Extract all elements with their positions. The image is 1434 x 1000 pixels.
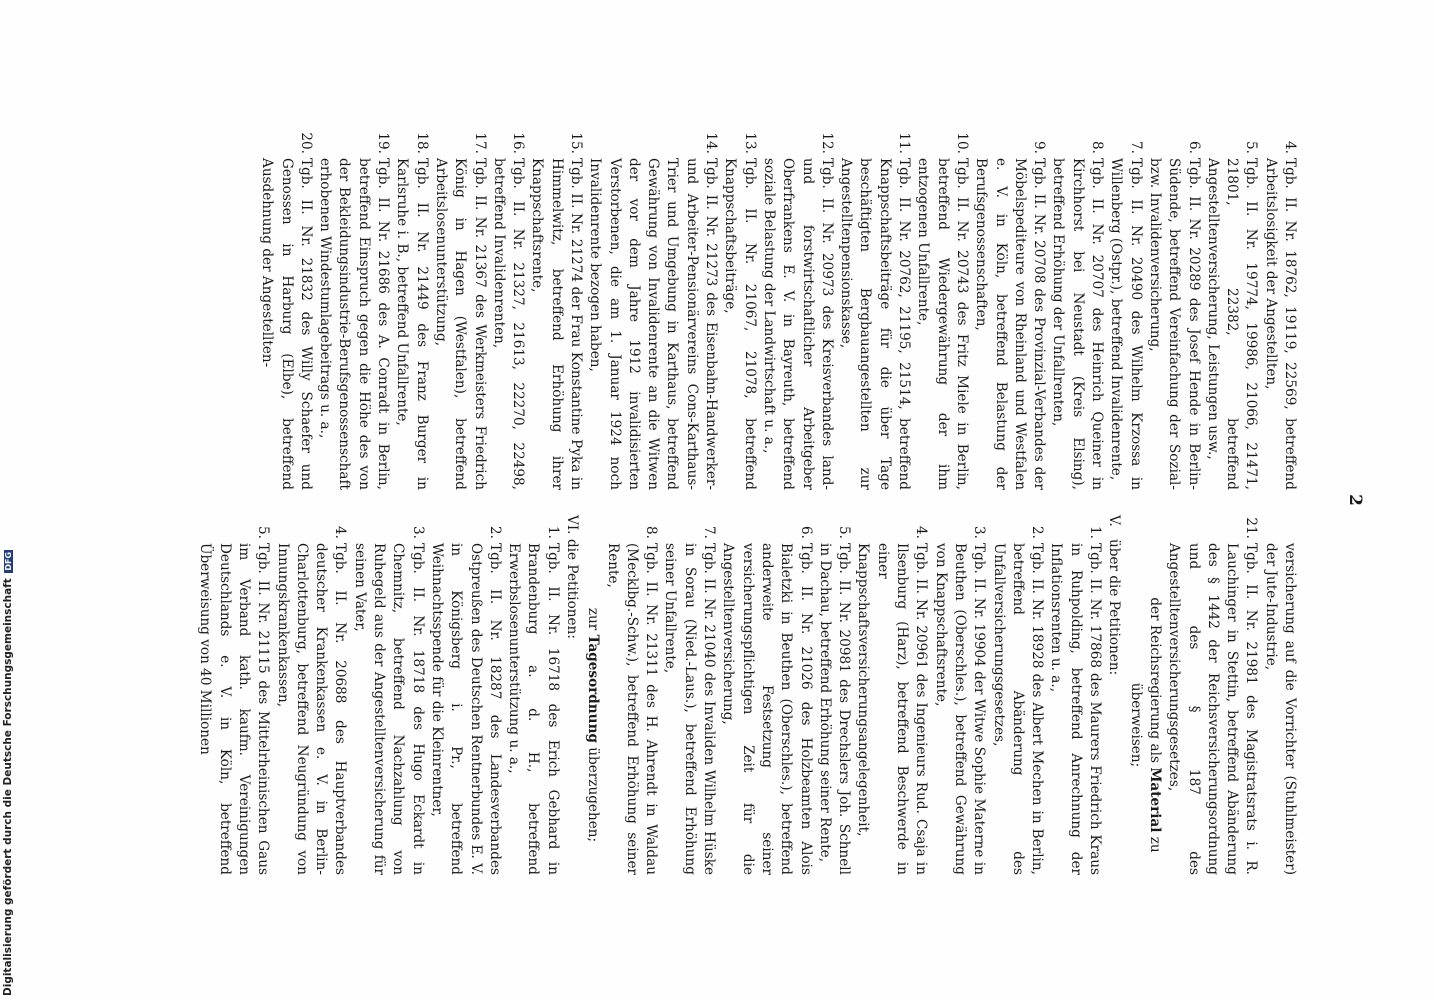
digitization-credit (2, 551, 16, 996)
petition-entry (195, 515, 272, 875)
petition-entry (257, 130, 315, 490)
entry-number: 13. (741, 132, 758, 154)
entry-text: Tgb. II. Nr. 20743 des Fritz Miele in Berlin, betreffend Wiedergewährung der ihm entzogenen Unfallrente, (915, 158, 970, 490)
entry-text: Tgb. II. Nr. 21686 des A. Conradt in Berlin, betreffend Einspruch gegen die Höhe des von der Bekleidungsindustrie-Berufsgenossenschaft erhobenen Windestumlagebeitrags u. a., (317, 158, 392, 490)
petition-entry (585, 130, 720, 490)
petition-entry (1046, 515, 1104, 875)
left-column (257, 130, 1299, 490)
entry-number: 19. (375, 132, 392, 154)
entry-text: Tgb. II. Nr. 19904 der Witwe Sophie Materne in Beuthen (Oberschles.), betreffend Gewährung von Knappschaftsrente, (932, 543, 988, 875)
petition-entry (1145, 130, 1203, 490)
petition-entry (988, 515, 1046, 875)
document-page (17, 10, 1417, 990)
page-number: 2 (1345, 494, 1365, 506)
petition-entry (913, 130, 971, 490)
entry-text: Tgb. II. Nr. 21367 des Werkmeisters Friedrich König in Hagen (Westfalen), betreffend Arbeitslosenunterstützung, (432, 158, 488, 490)
continuation-text (1260, 515, 1299, 875)
entry-number: 17. (471, 132, 488, 154)
entry-number: 12. (818, 132, 835, 154)
petition-entry (1164, 515, 1260, 875)
entry-number: 21. (1243, 517, 1260, 539)
entry-number: 11. (896, 132, 913, 154)
petition-entry (1048, 130, 1106, 490)
entry-number: 5. (255, 526, 272, 539)
entry-text: Tgb. II. Nr. 20981 des Drechslers Joh. Schnell in Dachau, betreffend Erhöhung seiner Rente, (816, 543, 853, 875)
right-first-entries (1164, 515, 1260, 875)
material-note-prefix: der Reichsregierung als (1146, 597, 1163, 763)
entry-number: 6. (1185, 141, 1202, 154)
petition-entry (815, 515, 854, 875)
entry-text: Tgb. II. Nr. 18762, 19119, 22569, betreffend Arbeitslosigkeit der Angestellten, (1262, 158, 1298, 490)
petition-entry (431, 130, 489, 490)
continuation-line: versicherung auf die Vorrichter (Stuhlmeister) der Jute-Industrie, (1262, 543, 1298, 875)
entry-text: Tgb. II. Nr. 21040 des Invaliden Wilhelm Hüske in Sorau (Nied.-Laus.), betreffend Erhöhung seiner Unfallrente, (662, 543, 718, 875)
entry-text: Tgb. II. Nr. 18287 des Landesverbandes Ostpreußen des Deutschen Rentnerbundes E. V. in Königsberg i. Pr., betreffend Weihnachtsspende für die Kleinrentner, (428, 543, 503, 875)
entry-text: Tgb. II. Nr. 20708 des Provinzial-Verbandes der Möbelspediteure von Rheinland und Westfalen e. V. in Köln, betreffend Belastung der Berufsgenossenschaften, (973, 158, 1048, 490)
entry-text: Tgb. II. Nr. 18928 des Albert Mechen in Berlin, betreffend Abänderung des Unfallversicherungsgesetzes, (990, 543, 1046, 875)
entry-text: Tgb. II. Nr. 20707 des Heinrich Queiner in Kirchhorst bei Neustadt (Kreis Elsing), betreffend Erhöhung der Unfallrenten, (1050, 158, 1106, 490)
section-v-title: über die Petitionen: (1106, 539, 1123, 676)
petition-entry (489, 130, 528, 490)
section-vi-numeral: VI. (564, 515, 581, 535)
petition-entry (1203, 130, 1261, 490)
entry-text: Tgb. II. Nr. 21311 des H. Ahrendt in Waldau (Mecklbg.-Schw.), betreffend Erhöhung seiner Rente, (604, 543, 660, 875)
entry-text: Tgb. II. Nr. 21327, 21613, 22270, 22498, betreffend Invalidenrenten, (490, 158, 527, 490)
entry-number: 2. (1029, 526, 1046, 539)
credit-text: Digitalisierung gefördert durch die Deutsche Forschungsgemeinschaft (2, 578, 14, 996)
entry-text: Tgb. II. Nr. 18718 des Hugo Eckardt in Chemnitz, betreffend Nachzahlung von Ruhegeld aus der Angestelltenversicherung für seinen Vater, (351, 543, 426, 875)
petition-entry (971, 130, 1048, 490)
petition-entry (1260, 130, 1299, 490)
entry-number: 4. (332, 526, 349, 539)
entry-number: 10. (953, 132, 970, 154)
entry-number: 8. (1089, 141, 1106, 154)
entry-number: 14. (703, 132, 720, 154)
entry-text: Tgb. II. Nr. 21115 des Mittelrheinischen Gaus im Verband kath. kaufm. Vereinigungen Deutschlands e. V. in Köln, betreffend Überweisung von 40 Millionen (197, 543, 272, 875)
petition-entry (272, 515, 349, 875)
entry-number: 7. (1127, 141, 1144, 154)
dfg-logo: DFG (4, 551, 13, 571)
petition-entry (660, 515, 718, 875)
entry-text: Tgb. II. Nr. 21067, 21078, betreffend Knappschaftsbeiträge, (722, 158, 758, 490)
entry-text: Tgb. II. Nr. 20973 des Kreisverbandes land- und forstwirtschaftlicher Arbeitgeber Oberfrankens E. V. in Bayreuth, betreffend soziale Belastung der Landwirtschaft u. a., (760, 158, 835, 490)
section-vi-heading (562, 515, 581, 875)
entry-text: Tgb. II. Nr. 20688 des Hauptverbandes deutscher Krankenkassen e. V. in Berlin-Charlottenburg, betreffend Neugründung von Innungskrankenkassen, (274, 543, 349, 875)
entry-number: 9. (1031, 141, 1048, 154)
entry-text: Tgb. II. Nr. 16718 des Erich Gebhard in Brandenburg a. d. H., betreffend Erwerbslosenunterstützung u. a., (506, 543, 561, 875)
section-v-list (602, 515, 1104, 875)
agenda-note-suffix: überzugehen; (585, 747, 602, 843)
petition-entry (930, 515, 988, 875)
agenda-note-bold: Tagesordnung (585, 634, 602, 743)
entry-number: 5. (1243, 141, 1260, 154)
petition-entry (836, 130, 913, 490)
entry-text: Tgb. II. Nr. 17868 des Maurers Friedrich Kraus in Ruhpolding, betreffend Anrechnung der Inflationsrenten u. a., (1048, 543, 1104, 875)
entry-text: Tgb. II. Nr. 20961 des Ingenieurs Rud. Csaja in Ilsenburg (Harz), betreffend Beschwerde in einer Knappschaftsversicherungsangelegenheit, (855, 543, 930, 875)
petition-entry (759, 130, 836, 490)
entry-number: 3. (409, 526, 426, 539)
entry-text: Tgb. II. Nr. 21273 des Eisenbahn-Handwerker- und Arbeiter-Pensionärvereins Cons-Karthaus-Trier und Umgebung in Karthaus, betreffend Gewährung von Invalidenrente an die Witwen der vor dem Jahre 1912 invalidisierten Verstorbenen, die am 1. Januar 1924 noch Invalidenrente bezogen haben, (587, 158, 720, 490)
petition-entry (427, 515, 504, 875)
material-note (1125, 515, 1164, 875)
entry-text: Tgb. II. Nr. 21449 des Franz Burger in Karlsruhe i. B., betreffend Unfallrente, (394, 158, 430, 490)
material-note-bold: Material (1146, 767, 1163, 833)
petition-entry (720, 130, 759, 490)
right-column (195, 515, 1299, 875)
entry-number: 7. (701, 526, 718, 539)
entry-number: 20. (297, 132, 314, 154)
entry-text: Tgb. II. Nr. 19774, 19986, 21066, 21471, 21801, 22382, betreffend Angestelltenversicherung, Leistungen usw., (1204, 158, 1260, 490)
entry-text: Tgb. II. Nr. 20490 des Wilhelm Krzossa in Willenberg (Ostpr.), betreffend Invalidenrente, (1108, 158, 1144, 490)
petition-entry (602, 515, 660, 875)
petition-entry (1106, 130, 1145, 490)
entry-number: 1. (1087, 526, 1104, 539)
entry-text: Tgb. II. Nr. 21981 des Magistratsrats i. R. Lauchinger in Stettin, betreffend Abänderung des § 1442 der Reichsversicherungsordnung und des § 187 des Angestelltenversicherungsgesetzes, (1166, 543, 1260, 875)
section-v-numeral: V. (1106, 515, 1123, 527)
entry-number: 1. (544, 526, 561, 539)
entry-number: 16. (510, 132, 527, 154)
entry-number: 2. (486, 526, 503, 539)
petition-entry (349, 515, 426, 875)
petition-entry (315, 130, 392, 490)
petition-entry (853, 515, 930, 875)
entry-number: 4. (913, 526, 930, 539)
material-note-suffix: zu überweisen; (1127, 682, 1163, 853)
section-vi-title: die Petitionen: (564, 539, 581, 639)
entry-number: 8. (643, 526, 660, 539)
entry-number: 18. (413, 132, 430, 154)
petition-entry (718, 515, 814, 875)
petition-entry (392, 130, 431, 490)
petition-entry (527, 130, 585, 490)
entry-text: Tgb. II. Nr. 21026 des Holzbeamten Alois Bialetzki in Beuthen (Oberschles.), betreffend anderweite Festsetzung seiner versicherungspflichtigen Zeit für die Angestelltenversicherung, (720, 543, 814, 875)
entry-number: 3. (971, 526, 988, 539)
entry-text: Tgb. II. Nr. 21832 des Willy Schaefer und Genossen in Harburg (Elbe), betreffend Ausdehnung der Angestellten- (259, 158, 314, 490)
entry-text: Tgb. II. Nr. 21274 der Frau Konstantine Pyka in Himmelwitz, betreffend Erhöhung ihrer Knappschaftsrente, (529, 158, 585, 490)
entry-text: Tgb. II. Nr. 20289 des Josef Hende in Berlin-Südende, betreffend Vereinfachung der Sozial- bzw. Invalidenversicherung, (1146, 158, 1202, 490)
entry-number: 15. (568, 132, 585, 154)
entry-number: 4. (1282, 141, 1298, 154)
entry-number: 5. (836, 526, 853, 539)
entry-text: Tgb. II. Nr. 20762, 21195, 21514, betreffend Knappschaftsbeiträge für die über Tage beschäftigten Bergbauangestellten zur Angestelltenpensionskasse, (838, 158, 913, 490)
agenda-note (583, 515, 602, 875)
petition-entry (504, 515, 562, 875)
agenda-note-prefix: zur (585, 607, 602, 631)
section-v-heading (1104, 515, 1123, 875)
section-vi-list (195, 515, 562, 875)
entry-number: 6. (797, 526, 814, 539)
